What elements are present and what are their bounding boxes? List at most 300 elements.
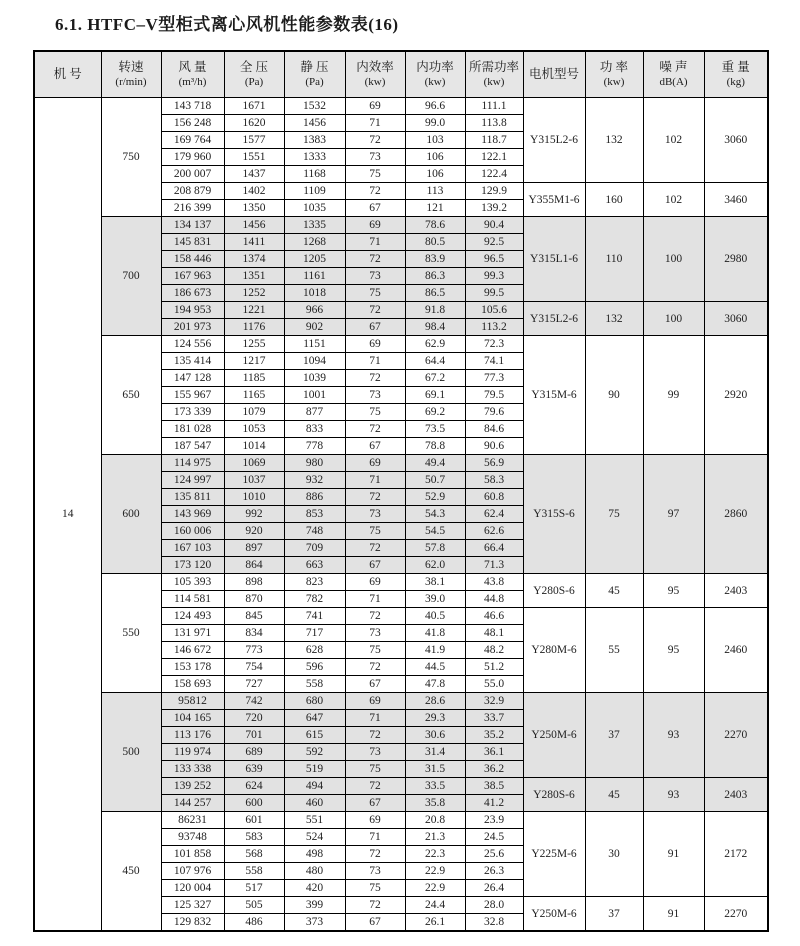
cell-static-pressure: 1035 — [284, 200, 345, 217]
cell-required-power: 74.1 — [465, 353, 523, 370]
table-row — [34, 98, 768, 115]
cell-airflow: 169 764 — [161, 132, 224, 149]
cell-required-power: 79.5 — [465, 387, 523, 404]
cell-required-power: 48.1 — [465, 625, 523, 642]
cell-total-pressure: 1217 — [224, 353, 284, 370]
header-label: 重 量 — [721, 60, 750, 75]
table-header-row — [34, 51, 768, 98]
header-label: 内功率 — [416, 60, 454, 75]
cell-static-pressure: 558 — [284, 676, 345, 693]
cell-noise: 95 — [643, 574, 704, 608]
cell-required-power: 72.3 — [465, 336, 523, 353]
cell-motor-model: Y355M1-6 — [523, 183, 585, 217]
cell-required-power: 26.3 — [465, 863, 523, 880]
column-header-speed — [101, 51, 161, 98]
cell-required-power: 66.4 — [465, 540, 523, 557]
cell-required-power: 23.9 — [465, 812, 523, 829]
cell-internal-power: 39.0 — [405, 591, 465, 608]
cell-internal-power: 78.8 — [405, 438, 465, 455]
cell-required-power: 48.2 — [465, 642, 523, 659]
cell-static-pressure: 778 — [284, 438, 345, 455]
cell-noise: 100 — [643, 302, 704, 336]
column-header-total-pressure — [224, 51, 284, 98]
cell-static-pressure: 1039 — [284, 370, 345, 387]
cell-static-pressure: 833 — [284, 421, 345, 438]
cell-motor-power: 160 — [585, 183, 643, 217]
cell-required-power: 96.5 — [465, 251, 523, 268]
cell-efficiency: 69 — [345, 336, 405, 353]
cell-efficiency: 67 — [345, 557, 405, 574]
cell-efficiency: 71 — [345, 472, 405, 489]
cell-motor-power: 110 — [585, 217, 643, 302]
cell-speed: 450 — [101, 812, 161, 932]
cell-total-pressure: 754 — [224, 659, 284, 676]
cell-total-pressure: 1351 — [224, 268, 284, 285]
cell-static-pressure: 741 — [284, 608, 345, 625]
cell-airflow: 158 693 — [161, 676, 224, 693]
cell-airflow: 104 165 — [161, 710, 224, 727]
table-body — [34, 98, 768, 932]
cell-static-pressure: 373 — [284, 914, 345, 932]
cell-motor-model: Y280S-6 — [523, 574, 585, 608]
cell-static-pressure: 1205 — [284, 251, 345, 268]
header-label: 风 量 — [178, 60, 207, 75]
cell-static-pressure: 592 — [284, 744, 345, 761]
cell-internal-power: 86.3 — [405, 268, 465, 285]
cell-total-pressure: 1010 — [224, 489, 284, 506]
header-unit: dB(A) — [659, 76, 688, 89]
cell-internal-power: 69.2 — [405, 404, 465, 421]
cell-static-pressure: 399 — [284, 897, 345, 914]
cell-static-pressure: 551 — [284, 812, 345, 829]
cell-airflow: 95812 — [161, 693, 224, 710]
cell-efficiency: 67 — [345, 438, 405, 455]
cell-required-power: 99.5 — [465, 285, 523, 302]
cell-efficiency: 73 — [345, 744, 405, 761]
header-unit: (kw) — [424, 76, 446, 89]
cell-total-pressure: 624 — [224, 778, 284, 795]
cell-efficiency: 72 — [345, 370, 405, 387]
cell-efficiency: 72 — [345, 251, 405, 268]
table-row — [34, 455, 768, 472]
column-header-efficiency — [345, 51, 405, 98]
header-unit: (kw) — [603, 76, 625, 89]
cell-required-power: 77.3 — [465, 370, 523, 387]
cell-total-pressure: 1069 — [224, 455, 284, 472]
cell-required-power: 118.7 — [465, 132, 523, 149]
cell-total-pressure: 1456 — [224, 217, 284, 234]
cell-airflow: 173 120 — [161, 557, 224, 574]
cell-efficiency: 69 — [345, 98, 405, 115]
cell-machine-no: 14 — [34, 98, 101, 932]
cell-efficiency: 72 — [345, 302, 405, 319]
cell-internal-power: 69.1 — [405, 387, 465, 404]
cell-static-pressure: 1333 — [284, 149, 345, 166]
cell-efficiency: 71 — [345, 353, 405, 370]
cell-internal-power: 41.8 — [405, 625, 465, 642]
cell-total-pressure: 727 — [224, 676, 284, 693]
cell-internal-power: 62.0 — [405, 557, 465, 574]
cell-airflow: 134 137 — [161, 217, 224, 234]
header-label: 功 率 — [599, 60, 629, 75]
cell-airflow: 135 811 — [161, 489, 224, 506]
cell-efficiency: 72 — [345, 846, 405, 863]
cell-airflow: 124 556 — [161, 336, 224, 353]
cell-static-pressure: 1151 — [284, 336, 345, 353]
cell-airflow: 158 446 — [161, 251, 224, 268]
cell-required-power: 28.0 — [465, 897, 523, 914]
cell-static-pressure: 647 — [284, 710, 345, 727]
cell-internal-power: 98.4 — [405, 319, 465, 336]
cell-total-pressure: 1176 — [224, 319, 284, 336]
cell-internal-power: 38.1 — [405, 574, 465, 591]
cell-internal-power: 80.5 — [405, 234, 465, 251]
cell-total-pressure: 1620 — [224, 115, 284, 132]
cell-static-pressure: 1335 — [284, 217, 345, 234]
cell-static-pressure: 524 — [284, 829, 345, 846]
cell-noise: 97 — [643, 455, 704, 574]
cell-static-pressure: 717 — [284, 625, 345, 642]
cell-noise: 99 — [643, 336, 704, 455]
cell-total-pressure: 864 — [224, 557, 284, 574]
cell-static-pressure: 1094 — [284, 353, 345, 370]
cell-required-power: 26.4 — [465, 880, 523, 897]
cell-motor-power: 37 — [585, 693, 643, 778]
cell-efficiency: 72 — [345, 778, 405, 795]
cell-required-power: 62.4 — [465, 506, 523, 523]
cell-static-pressure: 709 — [284, 540, 345, 557]
cell-total-pressure: 689 — [224, 744, 284, 761]
cell-noise: 102 — [643, 98, 704, 183]
cell-motor-power: 37 — [585, 897, 643, 932]
cell-static-pressure: 494 — [284, 778, 345, 795]
cell-internal-power: 52.9 — [405, 489, 465, 506]
header-label: 内效率 — [356, 60, 394, 75]
cell-required-power: 113.2 — [465, 319, 523, 336]
cell-total-pressure: 1577 — [224, 132, 284, 149]
page-title: 6.1. HTFC–V型柜式离心风机性能参数表(16) — [55, 15, 399, 34]
cell-airflow: 145 831 — [161, 234, 224, 251]
cell-speed: 600 — [101, 455, 161, 574]
cell-required-power: 113.8 — [465, 115, 523, 132]
cell-motor-model: Y315M-6 — [523, 336, 585, 455]
cell-internal-power: 21.3 — [405, 829, 465, 846]
cell-static-pressure: 1383 — [284, 132, 345, 149]
cell-airflow: 124 493 — [161, 608, 224, 625]
cell-airflow: 216 399 — [161, 200, 224, 217]
cell-airflow: 208 879 — [161, 183, 224, 200]
cell-motor-model: Y315L2-6 — [523, 302, 585, 336]
cell-internal-power: 99.0 — [405, 115, 465, 132]
cell-required-power: 62.6 — [465, 523, 523, 540]
cell-airflow: 114 581 — [161, 591, 224, 608]
cell-static-pressure: 460 — [284, 795, 345, 812]
cell-required-power: 32.9 — [465, 693, 523, 710]
cell-airflow: 120 004 — [161, 880, 224, 897]
cell-internal-power: 54.3 — [405, 506, 465, 523]
cell-weight: 2172 — [704, 812, 768, 897]
cell-static-pressure: 886 — [284, 489, 345, 506]
cell-speed: 550 — [101, 574, 161, 693]
cell-static-pressure: 932 — [284, 472, 345, 489]
cell-airflow: 167 963 — [161, 268, 224, 285]
cell-airflow: 107 976 — [161, 863, 224, 880]
column-header-noise — [643, 51, 704, 98]
cell-internal-power: 41.9 — [405, 642, 465, 659]
cell-airflow: 93748 — [161, 829, 224, 846]
cell-required-power: 32.8 — [465, 914, 523, 932]
cell-airflow: 129 832 — [161, 914, 224, 932]
cell-efficiency: 71 — [345, 234, 405, 251]
cell-internal-power: 40.5 — [405, 608, 465, 625]
cell-required-power: 71.3 — [465, 557, 523, 574]
cell-weight: 3060 — [704, 302, 768, 336]
column-header-weight — [704, 51, 768, 98]
table-row — [34, 336, 768, 353]
cell-total-pressure: 601 — [224, 812, 284, 829]
cell-efficiency: 72 — [345, 897, 405, 914]
cell-speed: 700 — [101, 217, 161, 336]
cell-airflow: 146 672 — [161, 642, 224, 659]
cell-static-pressure: 1001 — [284, 387, 345, 404]
cell-efficiency: 72 — [345, 540, 405, 557]
cell-weight: 2980 — [704, 217, 768, 302]
cell-weight: 3460 — [704, 183, 768, 217]
cell-efficiency: 71 — [345, 829, 405, 846]
cell-weight: 2270 — [704, 693, 768, 778]
cell-total-pressure: 870 — [224, 591, 284, 608]
cell-internal-power: 67.2 — [405, 370, 465, 387]
cell-airflow: 181 028 — [161, 421, 224, 438]
cell-static-pressure: 1018 — [284, 285, 345, 302]
header-unit: (Pa) — [305, 76, 324, 89]
cell-airflow: 86231 — [161, 812, 224, 829]
cell-static-pressure: 902 — [284, 319, 345, 336]
cell-total-pressure: 992 — [224, 506, 284, 523]
cell-total-pressure: 742 — [224, 693, 284, 710]
cell-airflow: 113 176 — [161, 727, 224, 744]
cell-airflow: 143 718 — [161, 98, 224, 115]
header-unit: (r/min) — [115, 76, 147, 89]
cell-static-pressure: 748 — [284, 523, 345, 540]
cell-airflow: 167 103 — [161, 540, 224, 557]
cell-static-pressure: 877 — [284, 404, 345, 421]
cell-efficiency: 69 — [345, 693, 405, 710]
cell-efficiency: 72 — [345, 659, 405, 676]
cell-internal-power: 83.9 — [405, 251, 465, 268]
cell-efficiency: 67 — [345, 676, 405, 693]
cell-efficiency: 75 — [345, 404, 405, 421]
column-header-motor-model — [523, 51, 585, 98]
cell-airflow: 173 339 — [161, 404, 224, 421]
cell-efficiency: 75 — [345, 880, 405, 897]
cell-efficiency: 73 — [345, 268, 405, 285]
cell-total-pressure: 1437 — [224, 166, 284, 183]
cell-efficiency: 67 — [345, 914, 405, 932]
cell-airflow: 144 257 — [161, 795, 224, 812]
cell-required-power: 122.4 — [465, 166, 523, 183]
cell-efficiency: 73 — [345, 387, 405, 404]
cell-efficiency: 73 — [345, 625, 405, 642]
cell-static-pressure: 519 — [284, 761, 345, 778]
header-label: 噪 声 — [659, 60, 688, 75]
cell-total-pressure: 1411 — [224, 234, 284, 251]
cell-noise: 100 — [643, 217, 704, 302]
column-header-motor-power — [585, 51, 643, 98]
header-label: 所需功率 — [468, 60, 519, 75]
header-unit: (kw) — [364, 76, 386, 89]
cell-total-pressure: 1374 — [224, 251, 284, 268]
cell-airflow: 186 673 — [161, 285, 224, 302]
cell-static-pressure: 782 — [284, 591, 345, 608]
cell-motor-power: 45 — [585, 574, 643, 608]
cell-efficiency: 75 — [345, 642, 405, 659]
cell-required-power: 36.2 — [465, 761, 523, 778]
column-header-required-power — [465, 51, 523, 98]
cell-weight: 3060 — [704, 98, 768, 183]
column-header-machine-no — [34, 51, 101, 98]
cell-required-power: 51.2 — [465, 659, 523, 676]
cell-motor-power: 132 — [585, 98, 643, 183]
cell-internal-power: 24.4 — [405, 897, 465, 914]
cell-total-pressure: 639 — [224, 761, 284, 778]
cell-internal-power: 20.8 — [405, 812, 465, 829]
cell-noise: 91 — [643, 897, 704, 932]
cell-required-power: 129.9 — [465, 183, 523, 200]
cell-internal-power: 106 — [405, 149, 465, 166]
cell-noise: 93 — [643, 693, 704, 778]
cell-required-power: 44.8 — [465, 591, 523, 608]
cell-internal-power: 22.3 — [405, 846, 465, 863]
cell-internal-power: 49.4 — [405, 455, 465, 472]
cell-efficiency: 69 — [345, 574, 405, 591]
cell-motor-power: 132 — [585, 302, 643, 336]
cell-internal-power: 64.4 — [405, 353, 465, 370]
column-header-static-pressure — [284, 51, 345, 98]
cell-internal-power: 33.5 — [405, 778, 465, 795]
cell-static-pressure: 498 — [284, 846, 345, 863]
cell-internal-power: 50.7 — [405, 472, 465, 489]
cell-airflow: 125 327 — [161, 897, 224, 914]
table-row — [34, 217, 768, 234]
column-header-airflow — [161, 51, 224, 98]
cell-total-pressure: 583 — [224, 829, 284, 846]
cell-total-pressure: 1014 — [224, 438, 284, 455]
cell-motor-power: 30 — [585, 812, 643, 897]
cell-airflow: 179 960 — [161, 149, 224, 166]
cell-total-pressure: 1221 — [224, 302, 284, 319]
cell-airflow: 143 969 — [161, 506, 224, 523]
cell-efficiency: 75 — [345, 166, 405, 183]
fan-performance-table — [33, 50, 769, 932]
cell-efficiency: 72 — [345, 132, 405, 149]
cell-airflow: 133 338 — [161, 761, 224, 778]
header-unit: (kg) — [726, 76, 745, 89]
cell-static-pressure: 966 — [284, 302, 345, 319]
cell-airflow: 155 967 — [161, 387, 224, 404]
cell-total-pressure: 773 — [224, 642, 284, 659]
cell-static-pressure: 420 — [284, 880, 345, 897]
cell-required-power: 90.4 — [465, 217, 523, 234]
cell-airflow: 101 858 — [161, 846, 224, 863]
cell-static-pressure: 980 — [284, 455, 345, 472]
cell-weight: 2270 — [704, 897, 768, 932]
cell-internal-power: 57.8 — [405, 540, 465, 557]
cell-speed: 650 — [101, 336, 161, 455]
column-header-internal-power — [405, 51, 465, 98]
cell-airflow: 160 006 — [161, 523, 224, 540]
cell-airflow: 119 974 — [161, 744, 224, 761]
cell-internal-power: 73.5 — [405, 421, 465, 438]
cell-required-power: 92.5 — [465, 234, 523, 251]
cell-internal-power: 28.6 — [405, 693, 465, 710]
cell-efficiency: 72 — [345, 421, 405, 438]
cell-total-pressure: 845 — [224, 608, 284, 625]
cell-airflow: 147 128 — [161, 370, 224, 387]
cell-total-pressure: 1671 — [224, 98, 284, 115]
cell-efficiency: 69 — [345, 217, 405, 234]
cell-motor-model: Y280M-6 — [523, 608, 585, 693]
cell-required-power: 41.2 — [465, 795, 523, 812]
cell-speed: 750 — [101, 98, 161, 217]
cell-internal-power: 22.9 — [405, 863, 465, 880]
cell-efficiency: 71 — [345, 591, 405, 608]
cell-required-power: 43.8 — [465, 574, 523, 591]
table-row — [34, 574, 768, 591]
cell-static-pressure: 1456 — [284, 115, 345, 132]
header-unit: (m³/h) — [178, 76, 207, 89]
cell-static-pressure: 596 — [284, 659, 345, 676]
cell-motor-power: 45 — [585, 778, 643, 812]
cell-efficiency: 75 — [345, 761, 405, 778]
cell-airflow: 105 393 — [161, 574, 224, 591]
cell-motor-model: Y315L2-6 — [523, 98, 585, 183]
cell-static-pressure: 1161 — [284, 268, 345, 285]
cell-efficiency: 72 — [345, 608, 405, 625]
header-unit: (Pa) — [244, 76, 264, 89]
cell-total-pressure: 720 — [224, 710, 284, 727]
cell-internal-power: 103 — [405, 132, 465, 149]
cell-static-pressure: 853 — [284, 506, 345, 523]
cell-efficiency: 72 — [345, 489, 405, 506]
cell-internal-power: 121 — [405, 200, 465, 217]
cell-required-power: 84.6 — [465, 421, 523, 438]
cell-total-pressure: 568 — [224, 846, 284, 863]
cell-total-pressure: 834 — [224, 625, 284, 642]
cell-efficiency: 71 — [345, 710, 405, 727]
cell-airflow: 114 975 — [161, 455, 224, 472]
cell-required-power: 33.7 — [465, 710, 523, 727]
cell-efficiency: 72 — [345, 183, 405, 200]
cell-total-pressure: 1252 — [224, 285, 284, 302]
cell-internal-power: 91.8 — [405, 302, 465, 319]
cell-internal-power: 96.6 — [405, 98, 465, 115]
cell-internal-power: 35.8 — [405, 795, 465, 812]
cell-noise: 102 — [643, 183, 704, 217]
cell-motor-power: 55 — [585, 608, 643, 693]
header-label: 转速 — [118, 60, 144, 75]
cell-airflow: 200 007 — [161, 166, 224, 183]
cell-total-pressure: 505 — [224, 897, 284, 914]
cell-static-pressure: 628 — [284, 642, 345, 659]
cell-weight: 2403 — [704, 778, 768, 812]
cell-airflow: 131 971 — [161, 625, 224, 642]
cell-efficiency: 69 — [345, 812, 405, 829]
cell-static-pressure: 1168 — [284, 166, 345, 183]
cell-motor-model: Y250M-6 — [523, 693, 585, 778]
cell-efficiency: 72 — [345, 727, 405, 744]
cell-total-pressure: 1402 — [224, 183, 284, 200]
